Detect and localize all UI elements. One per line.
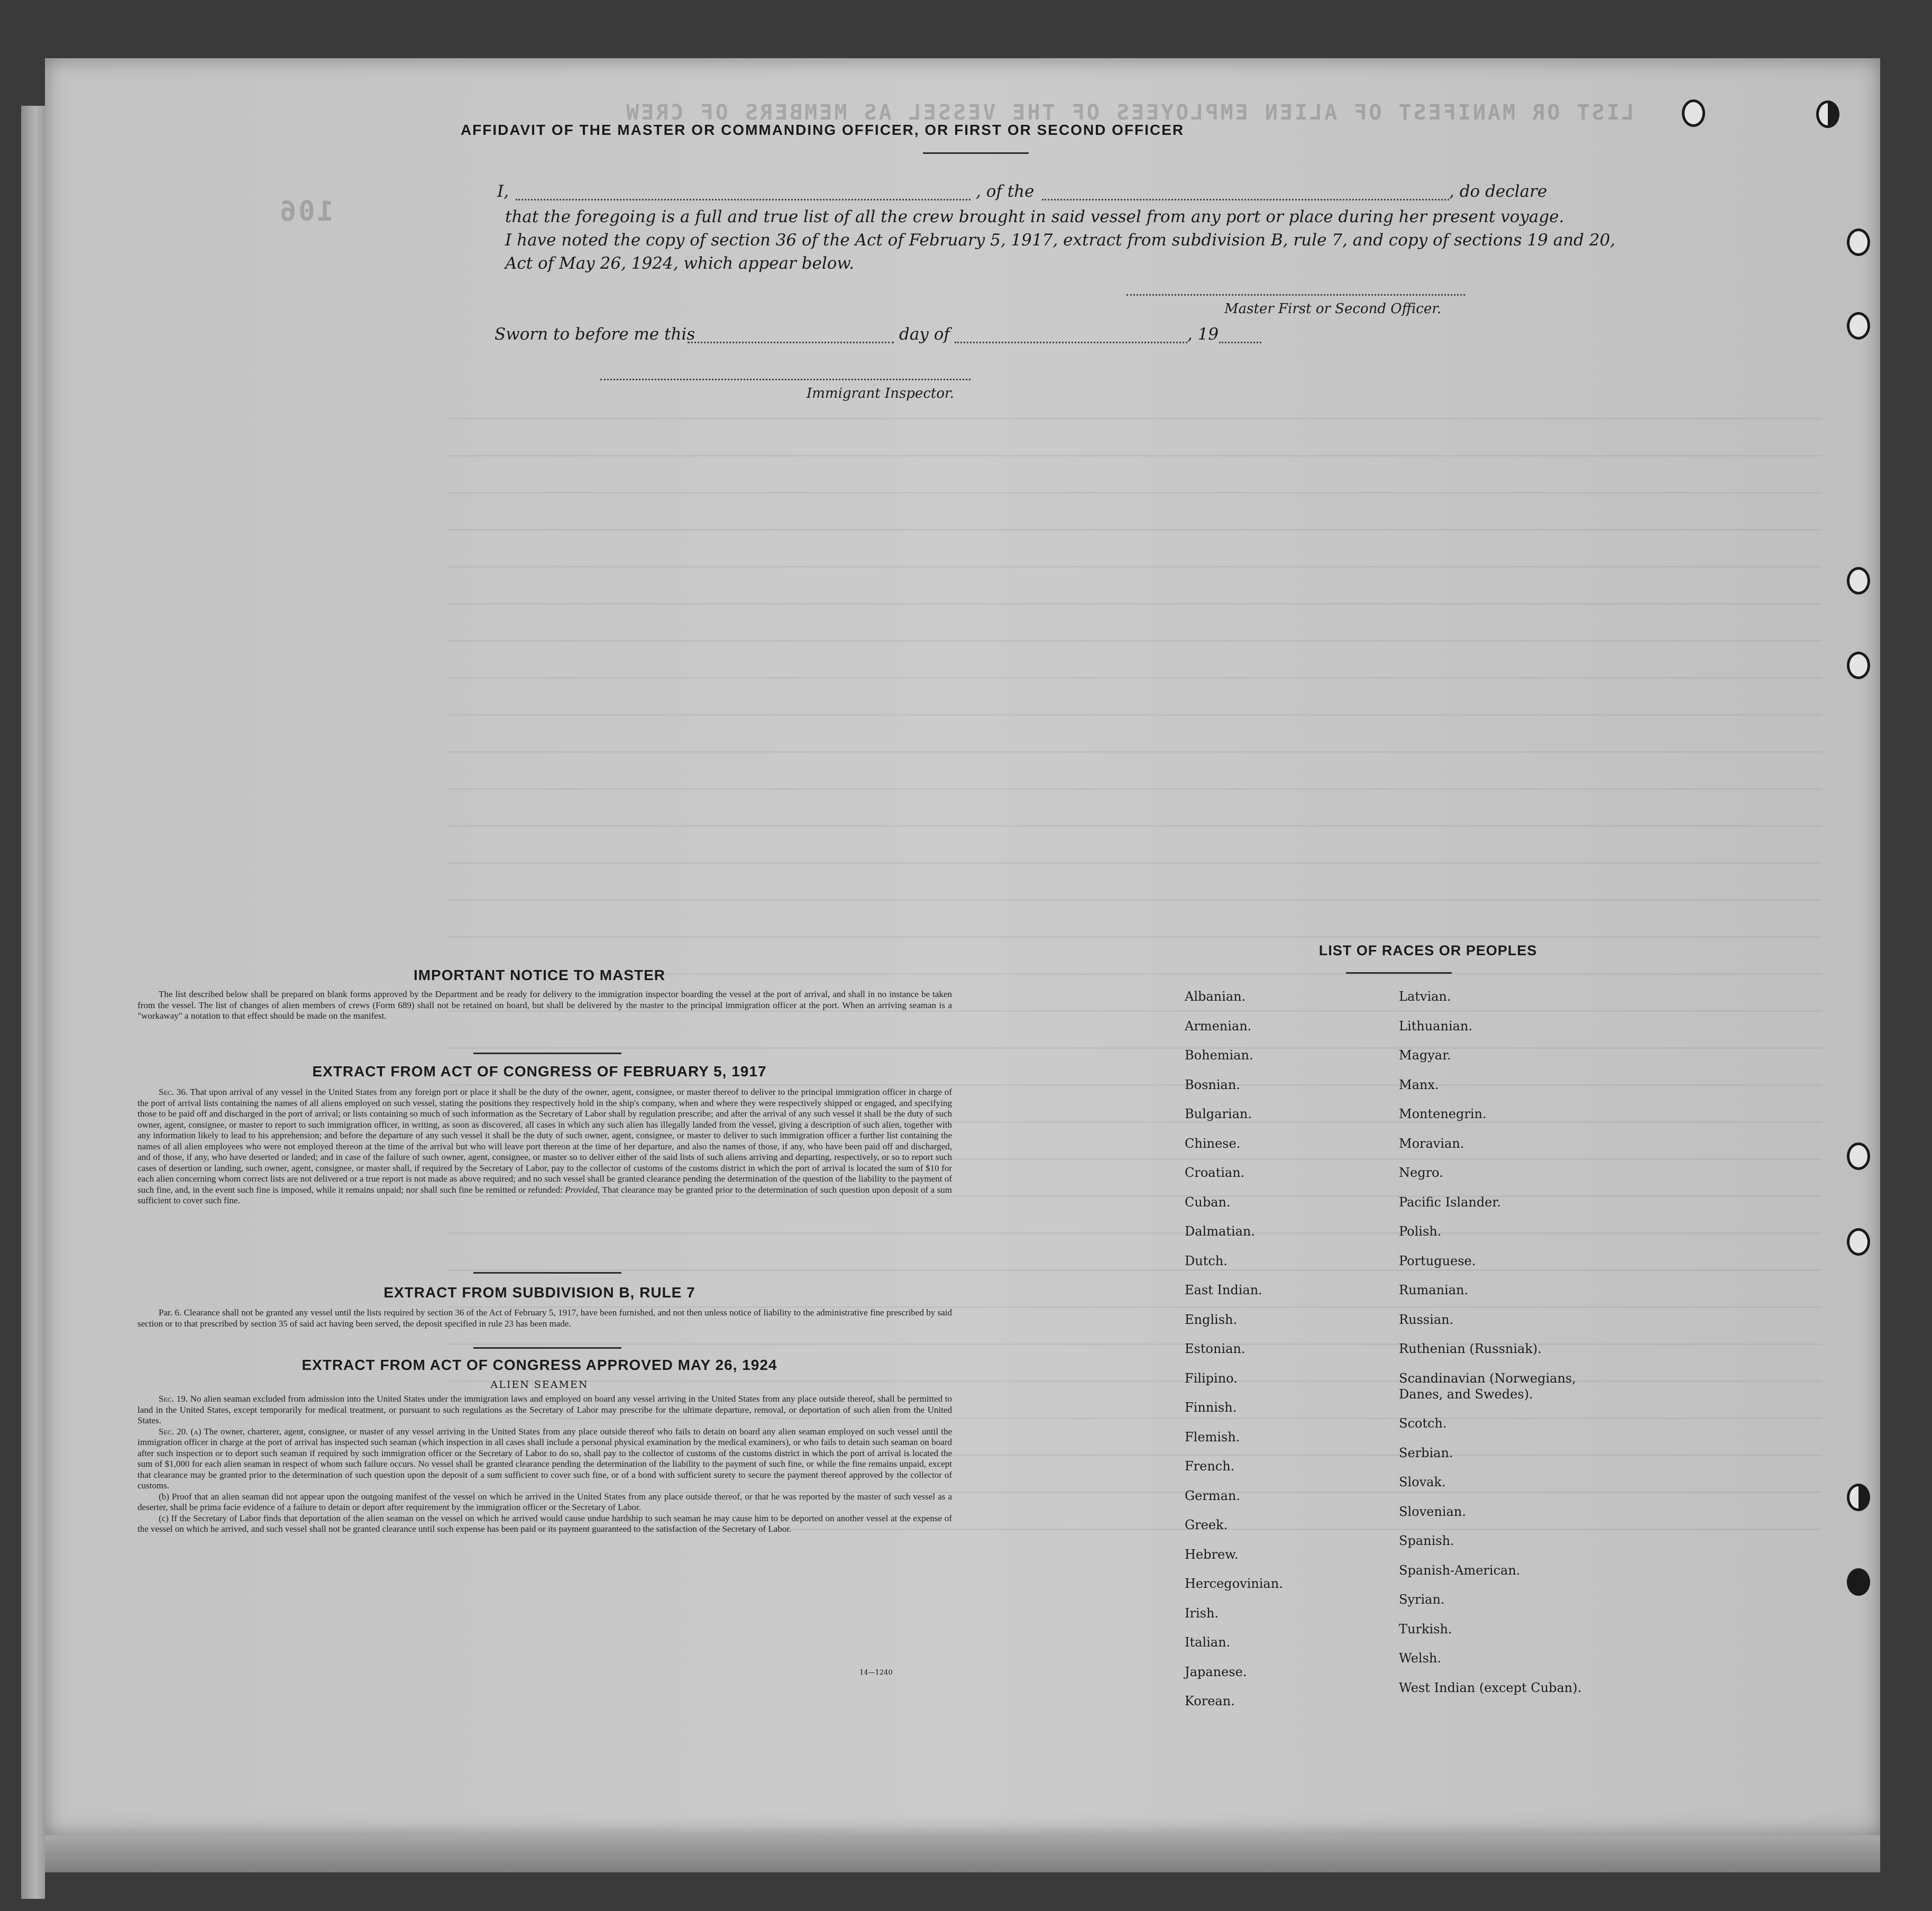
race-item: German. bbox=[1185, 1488, 1240, 1503]
race-item: Serbian. bbox=[1399, 1445, 1453, 1460]
bleed-through-row bbox=[447, 825, 1822, 827]
race-item: Bosnian. bbox=[1185, 1077, 1240, 1092]
race-item: Syrian. bbox=[1399, 1592, 1445, 1607]
master-signature-line[interactable] bbox=[1127, 291, 1465, 296]
bleed-through-row bbox=[447, 492, 1822, 493]
bleed-through-row bbox=[447, 936, 1822, 938]
bleed-through-row bbox=[447, 1343, 1822, 1345]
race-item: Finnish. bbox=[1185, 1400, 1237, 1415]
race-item: East Indian. bbox=[1185, 1283, 1262, 1297]
rule7-paragraph: Par. 6. Clearance shall not be granted any vessel until the lists required by section 36 of the Act of February 5, 1917, have been furnished, and not then unless notice of liability to the administrative fine prescribed by said section or to that prescribed by section 35 of said act having been served, the deposit specified in rule 23 has been made. bbox=[138, 1307, 952, 1329]
race-item: English. bbox=[1185, 1312, 1238, 1327]
extract-1924-text bbox=[138, 1394, 952, 1535]
race-item: Spanish-American. bbox=[1399, 1562, 1521, 1578]
page-edge-bottom bbox=[45, 1835, 1880, 1872]
sec-20a-paragraph bbox=[138, 1427, 952, 1492]
sec-36-label: Sec. 36. bbox=[159, 1087, 188, 1097]
race-item: Croatian. bbox=[1185, 1165, 1245, 1180]
race-item: Italian. bbox=[1185, 1635, 1231, 1650]
race-item: Portuguese. bbox=[1399, 1253, 1476, 1268]
sec-36-body: That upon arrival of any vessel in the United States from any foreign port or place it shall be the duty of the owner, agent, consignee, or master thereof to deliver to the principal immigration officer in charge of the port of arrival lists containing the names of all aliens employed on such vessel, stating the positions they respectively hold in the ship's company, when and where they were respectively shipped or engaged, and specifying those to be paid off and discharged in the port of arrival; or lists containing so much of such information as the Secretary of Labor shall by regulation prescribe; and after the arrival of any such vessel it shall be the duty of such owner, agent, consignee, or master to report to such immigration officer, in writing, as soon as discovered, all cases in which any such alien has illegally landed from the vessel, giving a description of such alien, together with any information likely to lead to his apprehension; and before the departure of any such vessel it shall be the duty of such owner, agent, consignee, or master to deliver to such immigration officer a further list containing the names of all alien employees who were not employed thereon at the time of the arrival but who will leave port thereon at the time of her departure, and also the names of those, if any, who have been paid off and discharged, and of those, if any, who have deserted or landed; and in case of the failure of such owner, agent, consignee, or master so to deliver either of the said lists of such aliens arriving and departing, respectively, or so to report such cases of desertion or landing, such owner, agent, consignee, or master shall, if required by the Secretary of Labor, pay to the collector of customs of the customs district in which the port of arrival is located the sum of $10 for each alien concerning whom correct lists are not delivered or a true report is not made as above required; and no such vessel shall be granted clearance pending the determination of the question of the liability to the payment of such fine, and, in the event such fine is imposed, while it remains unpaid; nor shall such fine be remitted or refunded: bbox=[138, 1087, 953, 1195]
inspector-label: Immigrant Inspector. bbox=[807, 386, 954, 401]
bleed-through-row bbox=[447, 899, 1822, 901]
sworn-year-field[interactable] bbox=[1219, 323, 1261, 343]
document-page bbox=[45, 58, 1880, 1835]
bleed-through-page-number: 106 bbox=[278, 196, 334, 227]
proviso-text: That clearance may be granted prior to the determination of such question upon deposit of a sum sufficient to cover such fine. bbox=[138, 1184, 952, 1205]
race-item: French. bbox=[1185, 1459, 1235, 1474]
affidavit-title-rule bbox=[923, 152, 1029, 154]
race-item: Danes, and Swedes). bbox=[1399, 1386, 1533, 1402]
sworn-day-field[interactable] bbox=[688, 323, 894, 343]
sworn-day-of: day of bbox=[899, 325, 950, 344]
race-item: Hebrew. bbox=[1185, 1547, 1239, 1562]
binder-hole bbox=[1847, 1228, 1870, 1256]
race-item: Filipino. bbox=[1185, 1370, 1238, 1386]
bleed-through-row bbox=[447, 1084, 1822, 1086]
race-item: Japanese. bbox=[1185, 1664, 1247, 1679]
race-item: Dalmatian. bbox=[1185, 1224, 1256, 1239]
race-item: Chinese. bbox=[1185, 1136, 1241, 1151]
notice-title: IMPORTANT NOTICE TO MASTER bbox=[413, 967, 666, 983]
race-item: Negro. bbox=[1399, 1165, 1443, 1180]
master-signature-label: Master First or Second Officer. bbox=[1224, 301, 1442, 317]
race-item: Estonian. bbox=[1185, 1341, 1246, 1356]
bleed-through-row bbox=[447, 714, 1822, 716]
sworn-month-field[interactable] bbox=[955, 323, 1187, 343]
notice-paragraph: The list described below shall be prepared on blank forms approved by the Department and be ready for delivery to the immigration inspector boarding the vessel at the port of arrival, and shall in no instance be taken from the vessel. The list of changes of alien members of crews (Form 689) shall not be retained on board, but shall be delivered by the master to the principal immigration officer at the port. When an arriving seaman is a "workaway" a notation to that effect should be made on the manifest. bbox=[138, 989, 952, 1021]
form-number: 14—1240 bbox=[859, 1669, 893, 1677]
races-title: LIST OF RACES OR PEOPLES bbox=[1318, 943, 1537, 958]
sec-19-paragraph bbox=[138, 1394, 952, 1427]
binder-hole bbox=[1816, 100, 1839, 128]
binder-hole bbox=[1847, 1484, 1870, 1511]
vessel-field[interactable] bbox=[1042, 180, 1449, 200]
notice-text bbox=[138, 989, 952, 1022]
sec-20c-paragraph: (c) If the Secretary of Labor finds that deportation of the alien seaman on the vessel on which he arrived would cause undue hardship to such seaman he may cause him to be deported on another vessel at the expense of the vessel on which he arrived, and such vessel shall not be granted clearance until such expense has been paid or its payment guaranteed to the satisfaction of the Secretary of Labor. bbox=[138, 1513, 952, 1534]
sec-20a-body: The owner, charterer, agent, consignee, or master of any vessel arriving in the United States from any place outside thereof who fails to detain on board any alien seaman employed on such vessel until the immigration officer in charge at the port of arrival has inspected such seaman (which inspection in all cases shall include a personal physical examination by the medical examiners), or who fails to detain such seaman on board after such inspection or to deport such seaman if required by such immigration officer or the Secretary of Labor to do so, shall pay to the collector of customs of the customs district in which the port of arrival is located the sum of $1,000 for each alien seaman in respect of whom such failure occurs. No vessel shall be granted clearance pending the determination of the liability to the payment of such fine, or while the fine remains unpaid, except that clearance may be granted prior to the determination of such question upon the deposit of a sum sufficient to cover such fine, or of a bond with sufficient surety to secure the payment thereof approved by the collector of customs. bbox=[138, 1426, 952, 1491]
affidavit-title: AFFIDAVIT OF THE MASTER OR COMMANDING OFFICER, OR FIRST OR SECOND OFFICER bbox=[460, 122, 1185, 138]
bleed-through-row bbox=[447, 455, 1822, 456]
extract-1924-subtitle: ALIEN SEAMEN bbox=[490, 1379, 589, 1391]
race-item: West Indian (except Cuban). bbox=[1399, 1680, 1582, 1695]
race-item: Slovenian. bbox=[1399, 1504, 1466, 1519]
bleed-through-title: LIST OR MANIFEST OF ALIEN EMPLOYEES OF THE VESSEL AS MEMBERS OF CREW bbox=[624, 100, 1634, 125]
affidavit-i: I, bbox=[497, 182, 509, 201]
binder-hole bbox=[1847, 1142, 1870, 1170]
race-item: Montenegrin. bbox=[1399, 1107, 1487, 1121]
bleed-through-row bbox=[447, 640, 1822, 642]
affidavit-do-declare: , do declare bbox=[1449, 182, 1548, 201]
race-item: Cuban. bbox=[1185, 1194, 1231, 1210]
race-item: Polish. bbox=[1399, 1224, 1442, 1239]
race-item: Manx. bbox=[1399, 1077, 1439, 1092]
race-item: Flemish. bbox=[1185, 1429, 1240, 1444]
race-item: Pacific Islander. bbox=[1399, 1194, 1501, 1210]
sec-20b-paragraph: (b) Proof that an alien seaman did not appear upon the outgoing manifest of the vessel on which he arrived in the United States from any place outside thereof, or that he was reported by the master of such vessel as a deserter, shall be prima facie evidence of a failure to detain or deport after requirement by the immigration officer or the Secretary of Labor. bbox=[138, 1491, 952, 1512]
extract-rule7-title: EXTRACT FROM SUBDIVISION B, RULE 7 bbox=[383, 1284, 695, 1301]
affidavit-line-1 bbox=[497, 180, 1555, 203]
extract-1917-title: EXTRACT FROM ACT OF CONGRESS OF FEBRUARY 5, 1917 bbox=[312, 1063, 767, 1080]
race-item: Rumanian. bbox=[1399, 1283, 1469, 1297]
binder-hole bbox=[1847, 567, 1870, 595]
sworn-year-prefix: , 19 bbox=[1187, 325, 1219, 344]
notice-rule bbox=[473, 1053, 621, 1054]
name-field[interactable] bbox=[516, 180, 970, 200]
affidavit-line-3: I have noted the copy of section 36 of the Act of February 5, 1917, extract from subdivision B, rule 7, and copy of sections 19 and 20, bbox=[505, 231, 1616, 250]
extract-rule7-rule bbox=[473, 1347, 621, 1349]
bleed-through-row bbox=[447, 788, 1822, 790]
race-item: Lithuanian. bbox=[1399, 1018, 1473, 1034]
binder-hole bbox=[1847, 1568, 1870, 1596]
bleed-through-row bbox=[447, 862, 1822, 864]
race-item: Korean. bbox=[1185, 1694, 1235, 1708]
race-item: Bohemian. bbox=[1185, 1048, 1253, 1063]
binder-hole bbox=[1682, 99, 1705, 127]
race-item: Dutch. bbox=[1185, 1253, 1228, 1268]
sec-19-body: No alien seaman excluded from admission into the United States under the immigration laws and employed on board any vessel arriving in the United States from any place outside thereof, shall be permitted to land in the United States, except temporarily for medical treatment, or pursuant to such regulations as the Secretary of Labor may prescribe for the ultimate departure, removal, or deportation of such alien from the United States. bbox=[138, 1394, 952, 1425]
binder-hole bbox=[1847, 312, 1870, 340]
affidavit-of-the: , of the bbox=[976, 182, 1034, 201]
race-item: Latvian. bbox=[1399, 989, 1451, 1004]
sworn-label: Sworn to before me this bbox=[495, 325, 695, 344]
binder-hole bbox=[1847, 652, 1870, 679]
extract-1917-text bbox=[138, 1087, 952, 1206]
race-item: Spanish. bbox=[1399, 1533, 1454, 1548]
affidavit-line-2: that the foregoing is a full and true list of all the crew brought in said vessel from any port or place during her present voyage. bbox=[505, 207, 1564, 226]
extract-rule7-text bbox=[138, 1307, 952, 1329]
inspector-signature-line[interactable] bbox=[600, 376, 970, 380]
race-item: Irish. bbox=[1185, 1605, 1219, 1621]
bleed-through-row bbox=[447, 566, 1822, 568]
binder-hole bbox=[1847, 228, 1870, 256]
race-item: Albanian. bbox=[1185, 989, 1246, 1004]
race-item: Bulgarian. bbox=[1185, 1107, 1252, 1121]
races-title-rule bbox=[1346, 972, 1452, 974]
race-item: Ruthenian (Russniak). bbox=[1399, 1341, 1542, 1356]
sec-20-label: Sec. 20. (a) bbox=[159, 1426, 202, 1437]
extract-1917-rule bbox=[473, 1272, 621, 1274]
bleed-through-row bbox=[447, 418, 1822, 419]
page-edge-left bbox=[21, 106, 45, 1899]
bleed-through-row bbox=[447, 529, 1822, 531]
race-item: Moravian. bbox=[1399, 1136, 1464, 1151]
affidavit-line-4: Act of May 26, 1924, which appear below. bbox=[505, 254, 855, 273]
race-item: Magyar. bbox=[1399, 1048, 1451, 1063]
extract-1917-paragraph bbox=[138, 1087, 952, 1206]
race-item: Scandinavian (Norwegians, bbox=[1399, 1370, 1576, 1386]
bleed-through-row bbox=[447, 1047, 1822, 1049]
bleed-through-row bbox=[447, 1269, 1822, 1271]
race-item: Greek. bbox=[1185, 1517, 1228, 1532]
extract-1924-title: EXTRACT FROM ACT OF CONGRESS APPROVED MAY 26, 1924 bbox=[301, 1357, 777, 1373]
bleed-through-row bbox=[447, 677, 1822, 679]
race-item: Russian. bbox=[1399, 1312, 1454, 1327]
race-item: Scotch. bbox=[1399, 1416, 1447, 1431]
bleed-through-row bbox=[447, 751, 1822, 753]
race-item: Hercegovinian. bbox=[1185, 1576, 1283, 1591]
race-item: Armenian. bbox=[1185, 1018, 1252, 1034]
sworn-line bbox=[495, 323, 1552, 346]
bleed-through-row bbox=[447, 603, 1822, 605]
race-item: Slovak. bbox=[1399, 1475, 1446, 1489]
race-item: Turkish. bbox=[1399, 1621, 1452, 1636]
sec-19-label: Sec. 19. bbox=[159, 1394, 188, 1404]
race-item: Welsh. bbox=[1399, 1651, 1441, 1666]
proviso-word: Provided, bbox=[565, 1184, 600, 1195]
bleed-through-row bbox=[447, 1232, 1822, 1234]
